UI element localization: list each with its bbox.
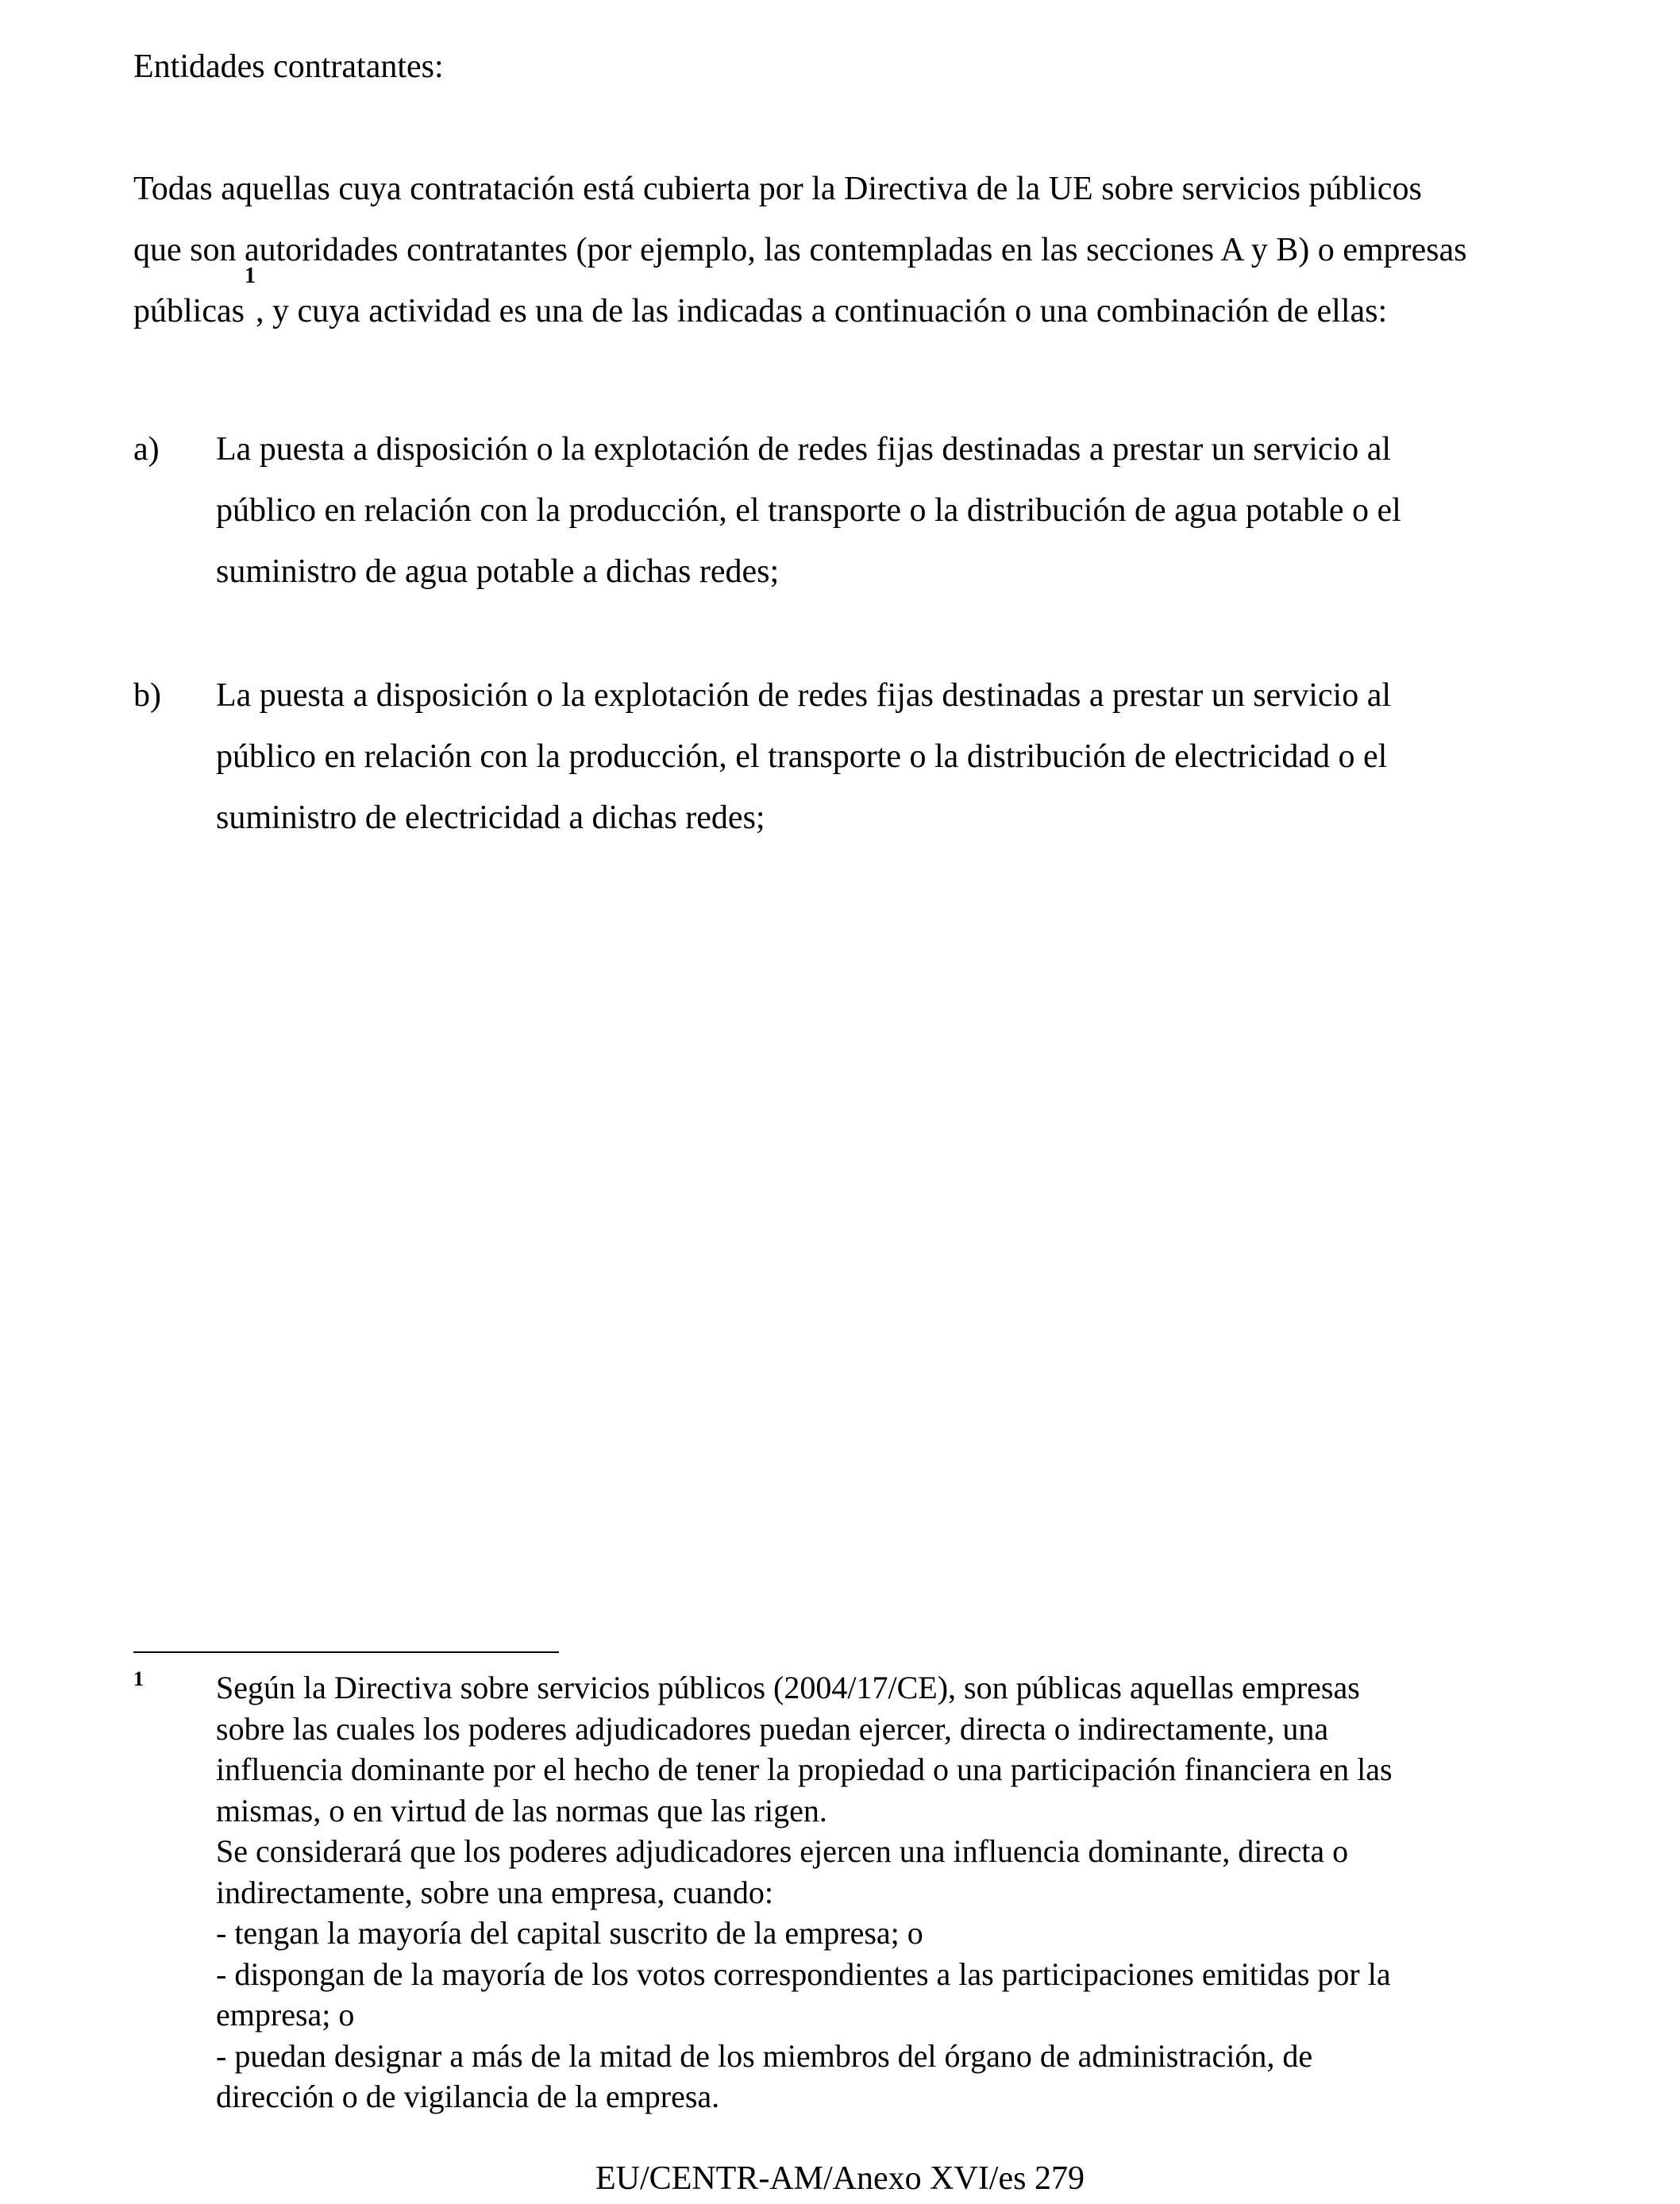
footnote-marker: 1 [133,1667,144,1690]
intro-text: públicas [133,293,245,329]
intro-line: que son autoridades contratantes (por ejemplo, las contempladas en las secciones A y B) o empresas [133,232,1467,268]
intro-line: Todas aquellas cuya contratación está cubierta por la Directiva de la UE sobre servicios públicos [133,171,1422,207]
footnote-text [216,1667,1578,2117]
footnote-line: - tengan la mayoría del capital suscrito de la empresa; o [216,1915,923,1951]
list-item-line: La puesta a disposición o la explotación de redes fijas destinadas a prestar un servicio al [216,431,1392,468]
list-item-marker: b) [133,677,161,714]
footnote-line: Se considerará que los poderes adjudicadores ejercen una influencia dominante, directa o [216,1833,1349,1869]
section-heading: Entidades contratantes: [133,48,444,85]
list-item-line: suministro de agua potable a dichas redes; [216,553,780,590]
list-item-text [216,665,1578,849]
footnote-line: - dispongan de la mayoría de los votos correspondientes a las participaciones emitidas por la [216,1955,1391,1992]
footnote-line: - puedan designar a más de la mitad de los miembros del órgano de administración, de [216,2037,1313,2074]
footnote-line: mismas, o en virtud de las normas que las rigen. [216,1792,827,1828]
page-footer-reference: EU/CENTR-AM/Anexo XVI/es 279 [595,2160,1085,2197]
list-item-line: La puesta a disposición o la explotación de redes fijas destinadas a prestar un servicio al [216,677,1392,714]
footnote-reference[interactable]: 1 [244,264,256,288]
intro-paragraph [133,159,1578,342]
footnote-separator [133,1651,559,1653]
intro-line [133,264,1578,342]
footnote-line: indirectamente, sobre una empresa, cuando: [216,1874,773,1910]
intro-text: , y cuya actividad es una de las indicadas a continuación o una combinación de ellas: [255,293,1388,329]
footnote-line: influencia dominante por el hecho de tener la propiedad o una participación financiera en las [216,1751,1393,1787]
footnote-line: Según la Directiva sobre servicios públicos (2004/17/CE), son públicas aquellas empresas [216,1670,1360,1705]
list-item-line: público en relación con la producción, el transporte o la distribución de electricidad o el [216,738,1388,775]
list-item-marker: a) [133,431,160,468]
footnote-line: sobre las cuales los poderes adjudicadores puedan ejercer, directa o indirectamente, una [216,1710,1329,1747]
footnote-line: dirección o de vigilancia de la empresa. [216,2079,720,2114]
list-item-text [216,419,1578,603]
list-item-line: suministro de electricidad a dichas redes; [216,800,765,836]
footnote-line: empresa; o [216,1997,355,2033]
list-item-line: público en relación con la producción, el transporte o la distribución de agua potable o el [216,492,1401,529]
